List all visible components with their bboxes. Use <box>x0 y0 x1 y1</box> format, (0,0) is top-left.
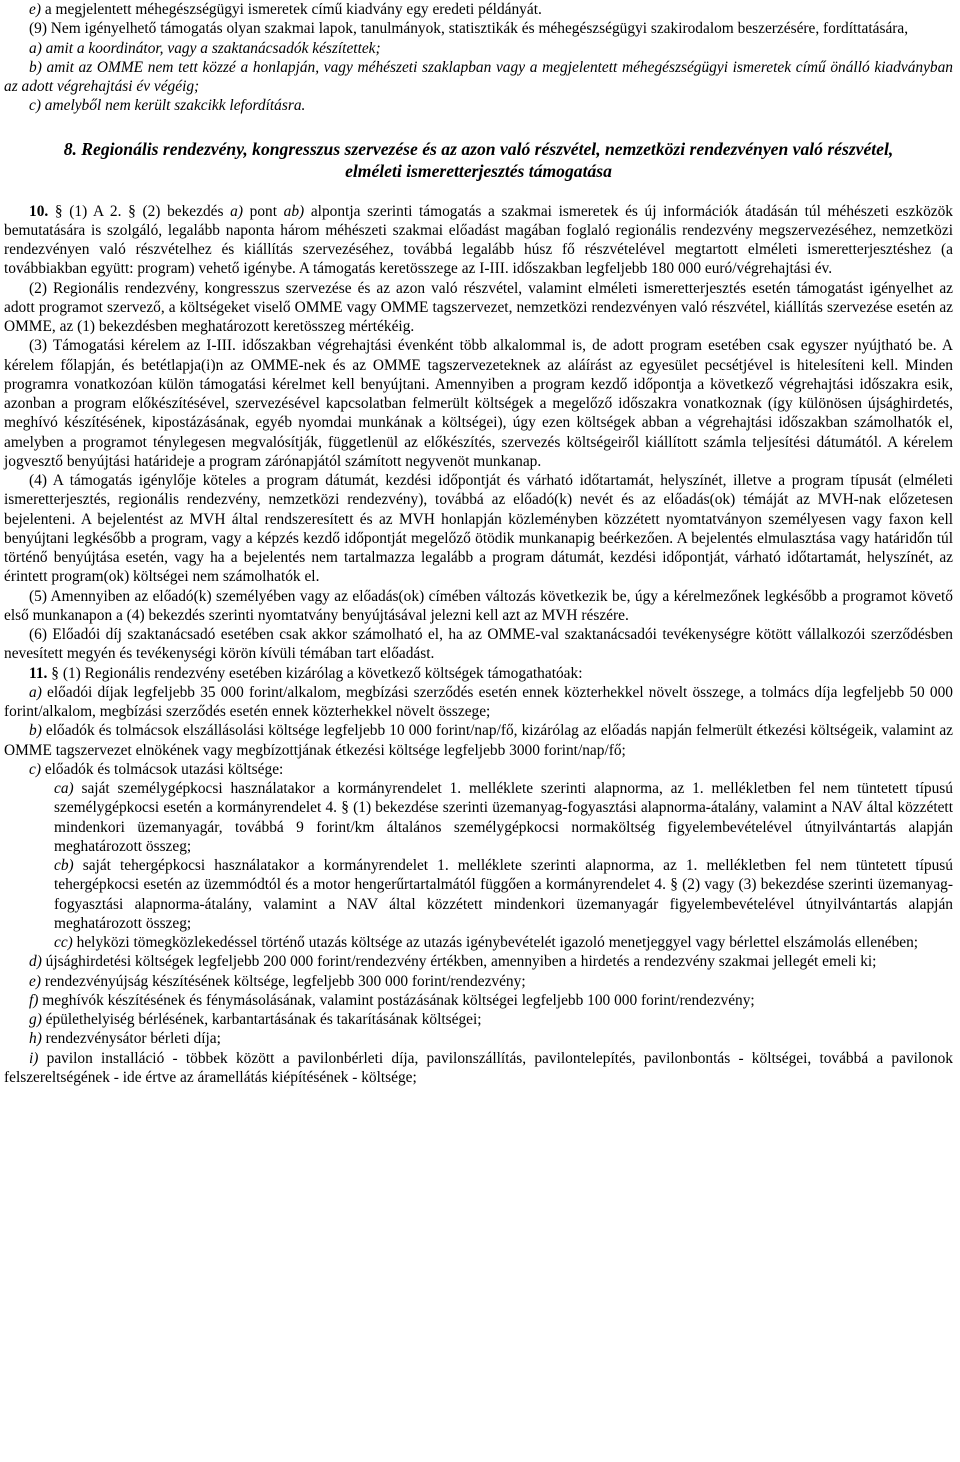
section-11-item-e: e) rendezvényújság készítésének költsége, legfeljebb 300 000 forint/rendezvény; <box>29 972 526 990</box>
section-10-symbol: § <box>54 202 63 220</box>
section-11-paragraph-1: 11. § (1) Regionális rendezvény esetében kizárólag a következő költségek támogathatóak: <box>29 664 583 682</box>
paragraph-9-intro: (9) Nem igényelhető támogatás olyan szakmai lapok, tanulmányok, statisztikák és méhegészségügyi szakirodalom beszerzésére, fordíttatására, <box>29 20 909 38</box>
section-10-paragraph-1: 10. § (1) A 2. § (2) bekezdés a) pont ab) alpontja szerinti támogatás a szakmai ismeretek és új információk átadásán túl méhészeti eszközök bemutatására is szolgáló, legalább naponta három méhészeti szakmai előadást magában foglaló regionális rendezvény megszervezéséhez, nemzetközi rendezvényen való részvételhez és kiállítás szervezéséhez, továbbá legalább húsz fő részvételével megtartott elméleti ismeretterjesztéshez (a továbbiakban együtt: program) vehető igénybe. A támogatás keretösszege az I-III. időszakban legfeljebb 180 000 euró/végrehajtási év. <box>4 202 953 278</box>
section-10-paragraph-4: (4) A támogatás igénylője köteles a program dátumát, kezdési időpontját és várható időtartamát, helyszínét, illetve a program típusát (elméleti ismeretterjesztés, regionális rendezvény, nemzetközi rendezvény), továbbá az előadó(k) nevét és az előadás(ok) témáját az MVH-nak előzetesen bejelenteni. A bejelentést az MVH által rendszeresített és az MVH honlapján közleményben közzétett nyomtatványon személyesen vagy faxon kell benyújtani legkésőbb a program, vagy a képzés kezdő időpontját megelőző ötödik munkanapig beérkezően. A bejelentés elmulasztása vagy határidőn túl történő benyújtása esetén, vagy ha a bejelentés nem tartalmazza legalább a program dátumát, kezdési időpontját, várható időtartamát, helyszínét, az érintett program(ok) költségei nem számolhatók el. <box>4 472 953 586</box>
section-11-item-cb: cb) saját tehergépkocsi használatakor a kormányrendelet 1. melléklete szerinti alapnorma, az 1. mellékletben fel nem tüntetett típusú tehergépkocsi esetén az üzemmódtól és a motor hengerűrtartalmától függően a kormányrendelet 4. § (2) vagy (3) bekezdése szerinti üzemanyag-fogyasztási alapnorma-átalány, valamint a NAV által közzétett mindenkori üzemanyagár figyelembevételével útnyilvántartás alapján meghatározott összeg; <box>54 857 953 932</box>
section-11-item-d: d) újsághirdetési költségek legfeljebb 200 000 forint/rendezvény értékben, amennyiben a hirdetés a rendezvény szakmai jellegét emeli ki; <box>29 953 877 971</box>
section-10-paragraph-3: (3) Támogatási kérelem az I-III. időszakban végrehajtási évenként több alkalommal is, de adott program esetében csak egyszer nyújtható be. A kérelem főlapján, és betétlapja(i)n az OMME-nek és az OMME tagszervezeteknek az aláírást az egyesület pecsétjével is hitelesíteni kell. Minden programra vonatkozóan külön támogatási kérelmet kell benyújtani. Amennyiben a program kezdő időpontja a következő végrehajtási időszakra esik, azonban a program előkészítésével, szervezésével kapcsolatban felmerült költségek a megelőző időszakra vonatkoznak (így különösen újsághirdetés, meghívó készítésének, kipostázásának, egyéb nyomdai munkának a költségei), úgy ezen költségek abban a végrehajtási időszakban számolhatók el, amelyben a programot ténylegesen megvalósítják, függetlenül az előkészítés, szervezés költségeiről kiállított számla teljesítési dátumától. A kérelem jogvesztő benyújtási határideje a program zárónapjától számított negyvenöt munkanap. <box>4 337 953 470</box>
section-11-item-g: g) épülethelyiség bérlésének, karbantartásának és takarításának költségei; <box>29 1011 482 1028</box>
section-11-item-h: h) rendezvénysátor bérleti díja; <box>29 1030 221 1048</box>
section-11-item-b: b) előadók és tolmácsok elszállásolási költsége legfeljebb 10 000 forint/nap/fő, kizárólag az előadás napján felmerült étkezési költségeik, valamint az OMME tagszervezet elnökének vagy megbízottjának étkezési költsége legfeljebb 3000 forint/nap/fő; <box>4 722 953 759</box>
section-11-number: 11. <box>29 664 48 682</box>
section-10-paragraph-6: (6) Előadói díj szaktanácsadó esetében csak akkor számolható el, ha az OMME-val szaktanácsadói tevékenységre kötött vállalkozói szerződésben nevesített megyén és tevékenységi körön kívüli témában tart előadást. <box>4 626 953 663</box>
section-11-symbol: § <box>51 664 59 682</box>
section-11-item-a: a) előadói díjak legfeljebb 35 000 forint/alkalom, megbízási szerződés esetén ennek közterhekkel növelt összege, a tolmács díja legfeljebb 50 000 forint/alkalom, megbízási szerződés esetén ennek közterhekkel növelt összege; <box>4 683 953 720</box>
section-11-item-f: f) meghívók készítésének és fénymásolásának, valamint postázásának költségei legfeljebb 100 000 forint/rendezvény; <box>29 991 755 1009</box>
paragraph-9-c: c) amelyből nem került szakcikk lefordításra. <box>29 97 306 115</box>
section-11-item-i: i) pavilon installáció - többek között a pavilonbérleti díja, pavilonszállítás, pavilontelepítés, pavilonbontás - költségei, továbbá a pavilonok felszereltségének - ide értve az áramellátás kiépítésének - költsége; <box>4 1049 953 1086</box>
item-e-top: e) a megjelentett méhegészségügyi ismeretek című kiadvány egy eredeti példányát. <box>29 1 542 18</box>
section-10-number: 10. <box>29 202 49 220</box>
section-10-paragraph-5: (5) Amennyiben az előadó(k) személyében vagy az előadás(ok) címében változás következik be, úgy a kérelmezőnek legkésőbb a programot követő első munkanapon a (4) bekezdés szerinti nyomtatvány benyújtásával jelezni kell azt az MVH részére. <box>4 587 953 624</box>
section-10-paragraph-2: (2) Regionális rendezvény, kongresszus szervezése és az azon való részvétel, valamint elméleti ismeretterjesztés esetén támogatást igényelhet az adott programot szervező, a költségeket viselő OMME vagy OMME tagszervezet, nemzetközi rendezvényen való részvétel, kiállítás szervezése esetén az OMME, az (1) bekezdésben meghatározott keretösszeg mértékéig. <box>4 279 953 335</box>
section-heading-8: 8. Regionális rendezvény, kongresszus szervezése és az azon való részvétel, nemzetközi rendezvényen való részvétel, elméleti ismeretterjesztés támogatása <box>63 138 894 181</box>
paragraph-9-b: b) amit az OMME nem tett közzé a honlapján, vagy méhészeti szaklapban vagy a megjelentett méhegészségügyi ismeretek című önálló kiadványban az adott végrehajtási év végéig; <box>4 58 953 95</box>
section-11-item-c: c) előadók és tolmácsok utazási költsége: <box>29 760 284 778</box>
section-11-item-cc: cc) helyközi tömegközlekedéssel történő utazás költsége az utazás igénybevételét igazoló menetjeggyel vagy bérlettel elszámolás ellenében; <box>54 934 919 951</box>
section-11-item-ca: ca) saját személygépkocsi használatakor a kormányrendelet 1. melléklete szerinti alapnorma, az 1. mellékletben fel nem tüntetett típusú személygépkocsi esetén a kormányrendelet 4. § (1) bekezdése szerinti üzemanyag-fogyasztási alapnorma-átalány, valamint a NAV által közzétett mindenkori üzemanyagár, továbbá 9 forint/km általános személygépkocsi normaköltség figyelembevételével útnyilvántartás alapján meghatározott összeg; <box>54 780 953 855</box>
paragraph-9-a: a) amit a koordinátor, vagy a szaktanácsadók készítettek; <box>29 39 381 57</box>
